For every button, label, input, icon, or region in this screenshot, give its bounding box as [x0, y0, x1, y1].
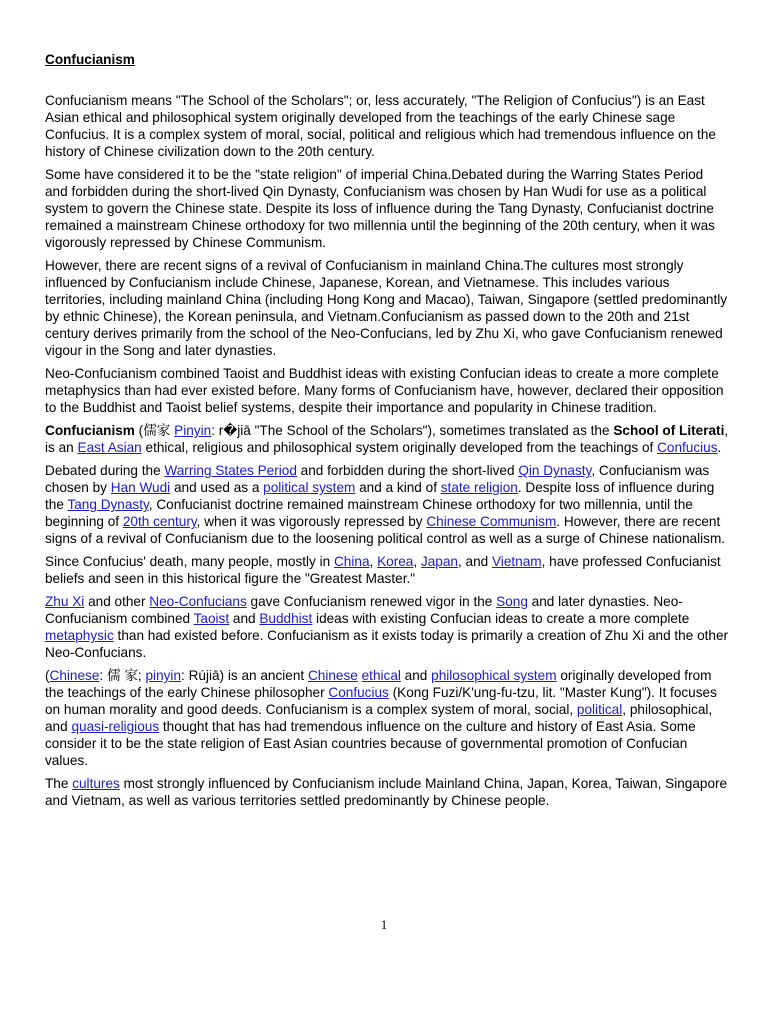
text-run: Some have considered it to be the "state religion" of imperial China.Debated during the Warring States Period and forbidden during the short-lived Qin Dynasty, Confucianism was chosen by Han Wudi for use as a political system to govern the Chinese state. Despite its loss of influence during the Tang Dynasty, Confucianist doctrine remained a mainstream Chinese orthodoxy for two millennia until the beginning of the 20th century, when it was vigorously repressed by Chinese Communism.	[45, 167, 715, 250]
text-run: ethical, religious and philosophical system originally developed from the teachings of	[141, 440, 658, 455]
text-run: , and	[457, 554, 492, 569]
hyperlink[interactable]: Chinese	[49, 668, 100, 683]
paragraph	[45, 462, 729, 547]
text-run: . Despite loss of influence during the	[45, 480, 715, 512]
hyperlink[interactable]: Pinyin	[174, 423, 212, 438]
hyperlink[interactable]: Chinese	[307, 668, 358, 683]
text-run: Neo-Confucianism combined Taoist and Buddhist ideas with existing Confucian ideas to create a more complete metaphysics than had ever existed before. Many forms of Confucianism have, however, declared their opposition to the Buddhist and Taoist belief systems, despite their importance and popularity in Chinese tradition.	[45, 366, 724, 415]
document-page	[45, 51, 729, 815]
paragraph	[45, 422, 729, 456]
paragraph	[45, 553, 729, 587]
text-run: and later dynasties. Neo-Confucianism combined	[45, 594, 683, 626]
paragraph	[45, 257, 729, 359]
paragraph	[45, 365, 729, 416]
text-run: ideas with existing Confucian ideas to create a more complete	[312, 611, 690, 626]
text-run: , Confucianism was chosen by	[45, 463, 710, 495]
text-run: ,	[369, 554, 378, 569]
hyperlink[interactable]: China	[333, 554, 370, 569]
hyperlink[interactable]: Taoist	[193, 611, 230, 626]
hyperlink[interactable]: Zhu Xi	[45, 594, 85, 609]
text-run: thought that has had tremendous influence on the culture and history of East Asia. Some consider it to be the state religion of East Asian countries because of governmental promotion of Confucian values.	[45, 719, 696, 768]
text-run: : Rújiā) is an ancient	[181, 668, 308, 683]
text-run: : r�jiā "The School of the Scholars"), sometimes translated as the	[211, 423, 614, 438]
text-run: most strongly influenced by Confucianism include Mainland China, Japan, Korea, Taiwan, Singapore and Vietnam, as well as various territories settled predominantly by Chinese people.	[45, 776, 728, 808]
text-run: Debated during the	[45, 463, 165, 478]
text-run: Since Confucius' death, many people, mostly in	[45, 554, 334, 569]
hyperlink[interactable]: Song	[496, 594, 528, 609]
document-title: Confucianism	[45, 52, 135, 67]
hyperlink[interactable]: political system	[263, 480, 356, 495]
paragraph	[45, 775, 729, 809]
paragraph	[45, 92, 729, 160]
hyperlink[interactable]: quasi-religious	[71, 719, 160, 734]
hyperlink[interactable]: Qin Dynasty	[518, 463, 592, 478]
text-run: (	[45, 668, 50, 683]
document-body	[45, 92, 729, 809]
hyperlink[interactable]: Confucius	[328, 685, 389, 700]
hyperlink[interactable]: ethical	[361, 668, 401, 683]
hyperlink[interactable]: Tang Dynasty	[67, 497, 149, 512]
hyperlink[interactable]: Vietnam	[491, 554, 542, 569]
text-run: and	[229, 611, 260, 626]
text-run: , have professed Confucianist beliefs and seen in this historical figure the "Greatest Master."	[45, 554, 721, 586]
text-run: The	[45, 776, 73, 791]
hyperlink[interactable]: Han Wudi	[110, 480, 171, 495]
hyperlink[interactable]: state religion	[440, 480, 518, 495]
text-run: and other	[84, 594, 150, 609]
text-run: (儒家	[134, 423, 175, 438]
text-run: , philosophical, and	[45, 702, 713, 734]
hyperlink[interactable]: metaphysic	[45, 628, 114, 643]
text-run: : 儒 家;	[99, 668, 146, 683]
text-run: Confucianism means "The School of the Scholars"; or, less accurately, "The Religion of Confucius") is an East Asian ethical and philosophical system originally developed from the teachings of the early Chinese sage Confucius. It is a complex system of moral, social, political and religious which had tremendous influence on the history of Chinese civilization down to the 20th century.	[45, 93, 716, 159]
hyperlink[interactable]: Chinese Communism	[426, 514, 557, 529]
paragraph	[45, 667, 729, 769]
hyperlink[interactable]: political	[576, 702, 623, 717]
paragraph	[45, 593, 729, 661]
hyperlink[interactable]: 20th century	[122, 514, 197, 529]
text-run: (Kong Fuzi/K'ung-fu-tzu, lit. "Master Kung"). It focuses on human morality and good deeds. Confucianism is a complex system of moral, social,	[45, 685, 717, 717]
bold-term: School of Literati	[613, 423, 725, 438]
page-number: 1	[380, 917, 388, 932]
hyperlink[interactable]: Warring States Period	[164, 463, 297, 478]
hyperlink[interactable]: philosophical system	[431, 668, 557, 683]
text-run: . However, there are recent signs of a revival of Confucianism due to the loosening political control as well as a surge of Chinese nationalism.	[45, 514, 726, 546]
hyperlink[interactable]: East Asian	[77, 440, 142, 455]
text-run: and a kind of	[355, 480, 441, 495]
text-run: , Confucianist doctrine remained mainstream Chinese orthodoxy for two millennia, until the beginning of	[45, 497, 693, 529]
text-run: , is an	[45, 423, 729, 455]
hyperlink[interactable]: cultures	[72, 776, 120, 791]
text-run: originally developed from the teachings of the early Chinese philosopher	[45, 668, 712, 700]
text-run: and used as a	[170, 480, 264, 495]
text-run: , when it was vigorously repressed by	[196, 514, 427, 529]
text-run: .	[717, 440, 722, 455]
text-run: However, there are recent signs of a revival of Confucianism in mainland China.The cultures most strongly influenced by Confucianism include Chinese, Japanese, Korean, and Vietnamese. This includes various territories, including mainland China (including Hong Kong and Macao), Taiwan, Singapore (settled predominantly by ethnic Chinese), the Korean peninsula, and Vietnam.Confucianism as passed down to the 20th and 21st century derives primarily from the school of the Neo-Confucians, led by Zhu Xi, who gave Confucianism renewed vigour in the Song and later dynasties.	[45, 258, 728, 358]
hyperlink[interactable]: Japan	[420, 554, 458, 569]
text-run: than had existed before. Confucianism as it exists today is primarily a creation of Zhu Xi and the other Neo-Confucians.	[45, 628, 729, 660]
hyperlink[interactable]: Neo-Confucians	[149, 594, 247, 609]
hyperlink[interactable]: Confucius	[657, 440, 718, 455]
text-run: and	[400, 668, 432, 683]
text-run: ,	[413, 554, 421, 569]
text-run: and forbidden during the short-lived	[296, 463, 519, 478]
hyperlink[interactable]: pinyin	[145, 668, 182, 683]
hyperlink[interactable]: Korea	[377, 554, 414, 569]
text-run: gave Confucianism renewed vigor in the	[246, 594, 497, 609]
hyperlink[interactable]: Buddhist	[259, 611, 313, 626]
bold-term: Confucianism	[45, 423, 135, 438]
paragraph	[45, 166, 729, 251]
